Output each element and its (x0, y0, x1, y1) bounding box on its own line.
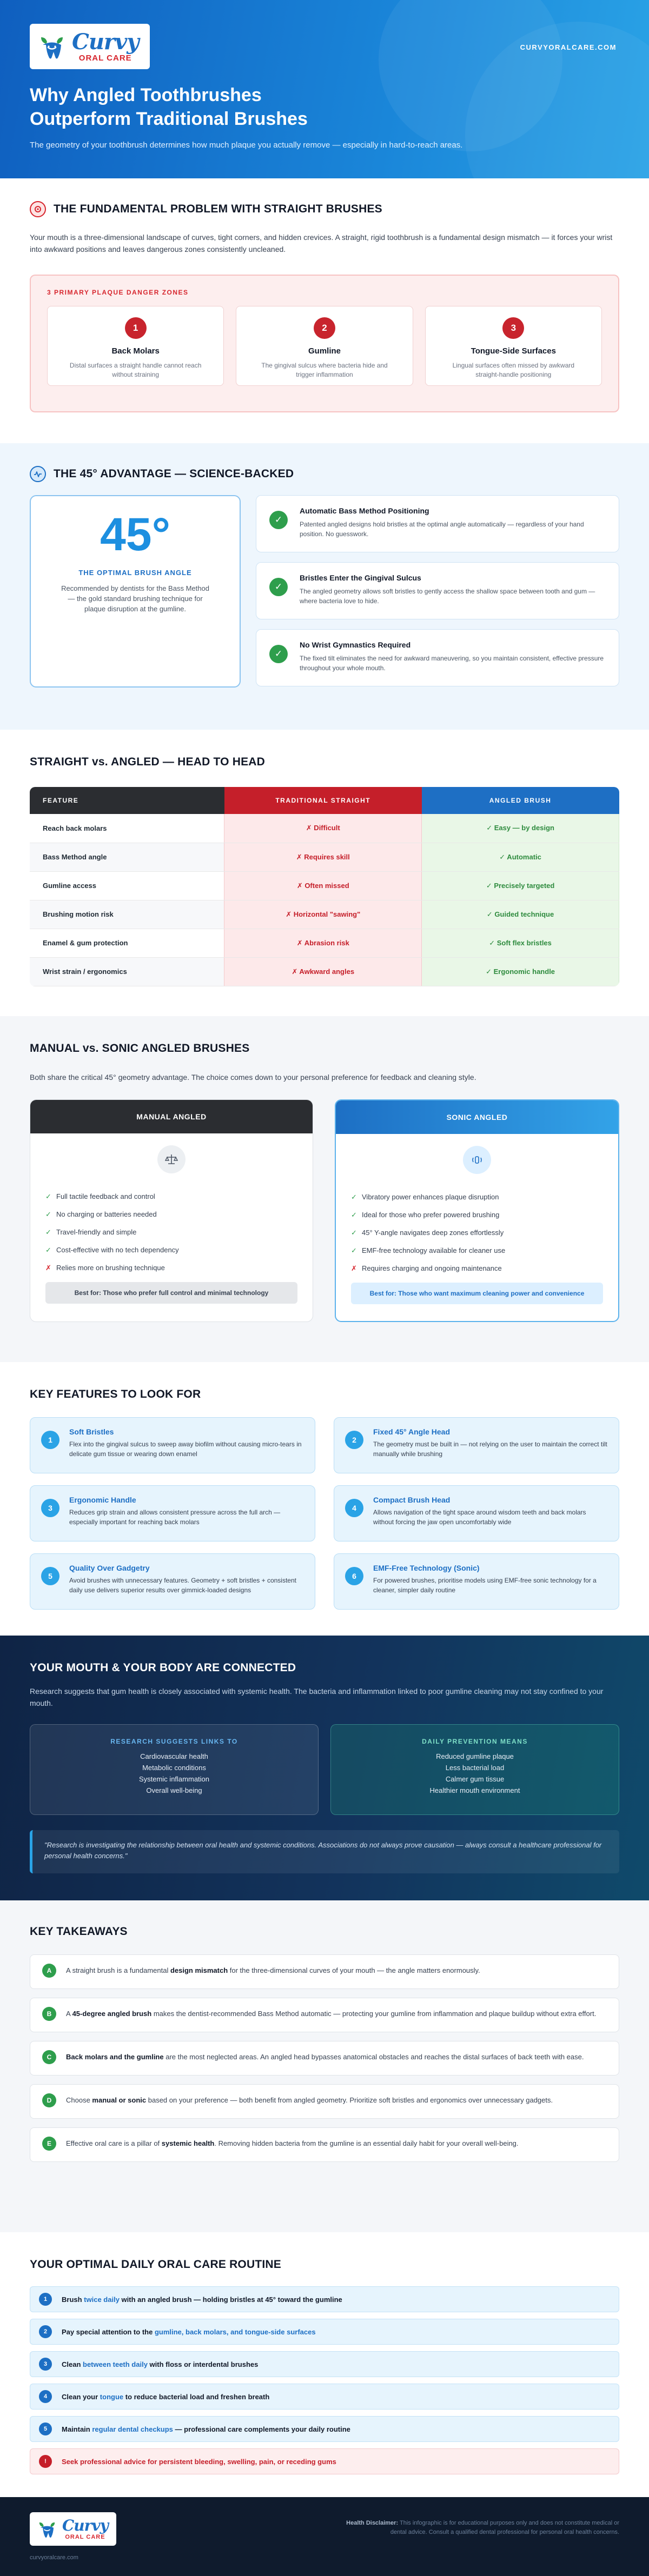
angled-cell: ✓ Automatic (422, 843, 619, 871)
list-item-text: EMF-free technology available for cleaner use (362, 1246, 506, 1254)
takeaway-letter-badge: B (42, 2007, 56, 2021)
feature-card (334, 1417, 619, 1473)
advantage-item (256, 629, 619, 686)
list-item-text: Relies more on brushing technique (56, 1264, 165, 1272)
checkmark-icon: ✓ (269, 578, 288, 596)
zone-number-badge: 3 (502, 317, 524, 339)
table-row (30, 900, 619, 929)
takeaway-text-end: . Removing hidden bacteria from the gumline is an essential daily habit for your overall well-being. (214, 2139, 519, 2147)
angled-cell: ✓ Easy — by design (422, 814, 619, 843)
footer-logo-wordmark: Curvy (62, 2516, 108, 2534)
table-row (30, 843, 619, 871)
balance-scale-icon (157, 1145, 186, 1173)
routine-title: YOUR OPTIMAL DAILY ORAL CARE ROUTINE (30, 2258, 281, 2271)
manual-sonic-title: MANUAL vs. SONIC ANGLED BRUSHES (30, 1042, 250, 1055)
advantage-item-title: No Wrist Gymnastics Required (300, 640, 411, 649)
feature-number-badge: 6 (345, 1567, 363, 1585)
feature-description: Reduces grip strain and allows consistent pressure across the full arch — especially important for reaching back molars (69, 1509, 281, 1526)
list-item (351, 1206, 618, 1224)
feature-number-badge: 2 (345, 1431, 363, 1449)
feature-title: Soft Bristles (69, 1427, 114, 1436)
feature-number-badge: 1 (41, 1431, 59, 1449)
takeaways-list (30, 1954, 619, 2162)
routine-text-end: with floss or interdental brushes (147, 2360, 259, 2368)
body-connection-section (0, 1636, 649, 1900)
takeaway-emphasis: Back molars and the gumline (66, 2053, 164, 2061)
problem-section (0, 178, 649, 443)
feature-column-header: FEATURE (30, 787, 224, 814)
straight-cell: ✗ Often missed (224, 871, 422, 900)
takeaway-text-start: A straight brush is a fundamental (66, 1966, 170, 1974)
takeaway-letter-badge: E (42, 2137, 56, 2151)
routine-step-number: 1 (39, 2293, 52, 2306)
features-section (0, 1362, 649, 1636)
research-links-panel (30, 1724, 319, 1815)
logo-subtitle: ORAL CARE (78, 53, 132, 63)
advantage-item-desc: The angled geometry allows soft bristles to gently access the shallow space between tooth and gum — where bacteria love to hide. (300, 588, 595, 605)
advantage-item-title: Automatic Bass Method Positioning (300, 506, 429, 515)
prevention-item: Less bacterial load (445, 1764, 505, 1772)
problem-title: THE FUNDAMENTAL PROBLEM WITH STRAIGHT BRUSHES (54, 203, 382, 215)
feature-description: Allows navigation of the tight space around wisdom teeth and back molars without forcing the jaw open uncomfortably wide (373, 1509, 586, 1526)
list-item (351, 1224, 618, 1242)
angle-caption: THE OPTIMAL BRUSH ANGLE (78, 569, 192, 577)
routine-text-start: Pay special attention to the (62, 2327, 155, 2336)
feature-title: Quality Over Gadgetry (69, 1564, 150, 1572)
takeaways-section (0, 1900, 649, 2232)
toothbrush-logo-icon (35, 2517, 59, 2541)
research-quote: "Research is investigating the relationship between oral health and systemic conditions. Associations do not always prove causation — always consult a healthcare professional for personal health concerns." (30, 1830, 619, 1873)
advantage-list (256, 495, 619, 688)
routine-text-end: — professional care complements your daily routine (173, 2425, 350, 2433)
routine-text-end: to reduce bacterial load and freshen breath (123, 2392, 270, 2401)
advantage-item (256, 495, 619, 552)
takeaway-letter-badge: A (42, 1964, 56, 1978)
features-title: KEY FEATURES TO LOOK FOR (30, 1388, 201, 1400)
takeaway-text (66, 1965, 480, 1976)
routine-text-start: Seek professional advice for persistent bleeding, swelling, pain, or receding gums (62, 2457, 336, 2466)
list-item-text: Ideal for those who prefer powered brushing (362, 1211, 500, 1219)
takeaway-text-start: Choose (66, 2096, 92, 2104)
takeaway-item (30, 1954, 619, 1989)
body-title: YOUR MOUTH & YOUR BODY ARE CONNECTED (30, 1661, 296, 1674)
sonic-card (335, 1099, 619, 1322)
feature-number-badge: 3 (41, 1499, 59, 1517)
takeaways-title: KEY TAKEAWAYS (30, 1925, 128, 1938)
angled-cell: ✓ Soft flex bristles (422, 929, 619, 957)
routine-highlight: regular dental checkups (92, 2425, 173, 2433)
routine-step (30, 2416, 619, 2442)
warning-icon (30, 201, 46, 217)
prevention-item: Calmer gum tissue (445, 1775, 505, 1783)
hero-banner (0, 0, 649, 178)
table-row (30, 957, 619, 986)
takeaway-emphasis: systemic health (161, 2139, 215, 2147)
angle-value: 45° (100, 509, 171, 560)
manual-card (30, 1099, 313, 1322)
zone-title: Back Molars (111, 346, 160, 356)
feature-cell: Wrist strain / ergonomics (30, 957, 224, 986)
routine-text-end: with an angled brush — holding bristles at 45° toward the gumline (119, 2295, 342, 2304)
zone-title: Tongue-Side Surfaces (471, 346, 556, 356)
feature-number-badge: 5 (41, 1567, 59, 1585)
feature-title: EMF-Free Technology (Sonic) (373, 1564, 480, 1572)
toothbrush-logo-icon (35, 30, 69, 63)
feature-card (30, 1553, 315, 1610)
routine-step-text (62, 2295, 342, 2304)
prevention-header: DAILY PREVENTION MEANS (422, 1738, 528, 1745)
takeaway-item (30, 1998, 619, 2032)
routine-list (30, 2286, 619, 2474)
page-footer (0, 2497, 649, 2576)
straight-cell: ✗ Abrasion risk (224, 929, 422, 957)
table-header-row (30, 787, 619, 814)
advantage-item-title: Bristles Enter the Gingival Sulcus (300, 573, 421, 582)
takeaway-item (30, 2127, 619, 2162)
footer-url-link[interactable]: curvyoralcare.com (30, 2554, 78, 2561)
sonic-best-for: Best for: Those who want maximum cleaning power and convenience (351, 1283, 603, 1304)
takeaway-text-end: are the most neglected areas. An angled head bypasses anatomical obstacles and reaches the distal surfaces of back teeth with ease. (163, 2053, 584, 2061)
routine-step (30, 2319, 619, 2345)
routine-text-start: Brush (62, 2295, 84, 2304)
check-icon: ✓ (45, 1192, 51, 1200)
comparison-title: STRAIGHT vs. ANGLED — HEAD TO HEAD (30, 756, 266, 768)
list-item (351, 1188, 618, 1206)
disclaimer-label: Health Disclaimer: (346, 2520, 399, 2526)
takeaway-item (30, 2084, 619, 2119)
feature-card (334, 1485, 619, 1541)
research-links-header: RESEARCH SUGGESTS LINKS TO (110, 1738, 238, 1745)
routine-text-start: Clean (62, 2360, 83, 2368)
routine-text-start: Clean your (62, 2392, 100, 2401)
danger-zone-card (47, 306, 224, 386)
title-line-2: Outperform Traditional Brushes (30, 109, 308, 129)
manual-sonic-intro: Both share the critical 45° geometry advantage. The choice comes down to your personal preference for feedback and cleaning style. (30, 1073, 476, 1082)
takeaway-text-end: for the three-dimensional curves of your mouth — the angle matters enormously. (228, 1966, 480, 1974)
zone-description: Lingual surfaces often missed by awkward straight-handle positioning (452, 362, 575, 378)
takeaway-emphasis: manual or sonic (92, 2096, 147, 2104)
feature-description: Avoid brushes with unnecessary features. Geometry + soft bristles + consistent daily use delivers superior results over gimmick-loaded designs (69, 1577, 296, 1594)
takeaway-text-start: Effective oral care is a pillar of (66, 2139, 162, 2147)
feature-cell: Gumline access (30, 871, 224, 900)
routine-step-number: ! (39, 2455, 52, 2468)
takeaway-emphasis: design mismatch (170, 1966, 228, 1974)
advantage-item-desc: The fixed tilt eliminates the need for awkward maneuvering, so you maintain consistent, effective pressure throughout your whole mouth. (300, 655, 604, 672)
sonic-card-header: SONIC ANGLED (336, 1100, 618, 1134)
advantage-heading (30, 466, 619, 482)
prevention-panel (330, 1724, 619, 1815)
site-url-link[interactable]: CURVYORALCARE.COM (520, 43, 617, 51)
takeaway-text (66, 2052, 584, 2063)
routine-step-number: 4 (39, 2390, 52, 2403)
feature-cell: Reach back molars (30, 814, 224, 843)
table-row (30, 814, 619, 843)
logo-wordmark: Curvy (72, 29, 139, 55)
list-item (45, 1223, 313, 1241)
table-row (30, 929, 619, 957)
research-link-item: Cardiovascular health (140, 1752, 208, 1760)
takeaway-text (66, 2008, 596, 2019)
checkmark-icon: ✓ (269, 511, 288, 529)
feature-card (30, 1417, 315, 1473)
danger-zone-card (236, 306, 413, 386)
prevention-item: Healthier mouth environment (429, 1786, 520, 1794)
check-icon: ✓ (351, 1229, 357, 1237)
checkmark-icon: ✓ (269, 645, 288, 663)
sound-waves-icon (463, 1146, 491, 1174)
angled-cell: ✓ Ergonomic handle (422, 957, 619, 986)
danger-zones-panel (30, 275, 619, 412)
brand-logo[interactable] (30, 24, 150, 69)
routine-step-number: 2 (39, 2325, 52, 2338)
prevention-item: Reduced gumline plaque (436, 1752, 514, 1760)
research-link-item: Systemic inflammation (138, 1775, 210, 1783)
straight-cell: ✗ Awkward angles (224, 957, 422, 986)
check-icon: ✓ (45, 1210, 51, 1218)
feature-description: The geometry must be built in — not relying on the user to maintain the correct tilt manually while brushing (373, 1440, 607, 1458)
list-item (351, 1259, 618, 1277)
body-intro: Research suggests that gum health is closely associated with systemic health. The bacteria and inflammation linked to poor gumline cleaning may not stay confined to your mouth. (30, 1687, 604, 1707)
takeaway-letter-badge: C (42, 2050, 56, 2064)
manual-features-list (45, 1187, 313, 1277)
list-item-text: Vibratory power enhances plaque disruption (362, 1193, 499, 1201)
advantage-section (0, 443, 649, 730)
zone-description: Distal surfaces a straight handle cannot reach without straining (69, 362, 202, 378)
takeaway-text-end: based on your preference — both benefit from angled geometry. Prioritize soft bristles and ergonomics over unnecessary gadgets. (146, 2096, 553, 2104)
cross-icon: ✗ (351, 1264, 357, 1272)
feature-title: Compact Brush Head (373, 1496, 451, 1504)
feature-cell: Bass Method angle (30, 843, 224, 871)
cross-icon: ✗ (45, 1264, 51, 1272)
zone-number-badge: 2 (314, 317, 335, 339)
angled-cell: ✓ Guided technique (422, 900, 619, 929)
research-link-item: Metabolic conditions (142, 1764, 206, 1772)
list-item-text: No charging or batteries needed (56, 1210, 157, 1218)
problem-body: Your mouth is a three-dimensional landscape of curves, tight corners, and hidden crevices. A straight, rigid toothbrush is a fundamental design mismatch — it forces your wrist into awkward positions and leaves dangerous zones consistently uncleaned. (30, 233, 613, 253)
routine-step-text (62, 2458, 336, 2466)
feature-number-badge: 4 (345, 1499, 363, 1517)
manual-card-header: MANUAL ANGLED (30, 1100, 313, 1133)
danger-zone-card (425, 306, 602, 386)
angled-column-header: ANGLED BRUSH (422, 787, 619, 814)
advantage-item (256, 562, 619, 619)
footer-logo[interactable] (30, 2512, 116, 2546)
list-item (45, 1187, 313, 1205)
title-line-1: Why Angled Toothbrushes (30, 85, 262, 105)
list-item-text: Full tactile feedback and control (56, 1192, 155, 1200)
features-grid (30, 1417, 619, 1610)
table-row (30, 871, 619, 900)
routine-step (30, 2351, 619, 2377)
zone-description: The gingival sulcus where bacteria hide and trigger inflammation (261, 362, 388, 378)
feature-cell: Enamel & gum protection (30, 929, 224, 957)
straight-cell: ✗ Requires skill (224, 843, 422, 871)
danger-zones-list (47, 306, 602, 386)
routine-step (30, 2286, 619, 2312)
routine-highlight: twice daily (84, 2295, 120, 2304)
angle-description: Recommended by dentists for the Bass Method — the gold standard brushing technique for plaque disruption at the gumline. (61, 584, 209, 613)
list-item-text: Cost-effective with no tech dependency (56, 1246, 179, 1254)
manual-best-for: Best for: Those who prefer full control and minimal technology (45, 1282, 297, 1304)
takeaway-text (66, 2095, 553, 2106)
feature-description: For powered brushes, prioritise models using EMF-free sonic technology for a cleaner, simpler daily routine (373, 1577, 597, 1594)
routine-step-text (62, 2393, 269, 2401)
straight-column-header: TRADITIONAL STRAIGHT (224, 787, 422, 814)
list-item-text: Travel-friendly and simple (56, 1228, 137, 1236)
feature-cell: Brushing motion risk (30, 900, 224, 929)
routine-warning-step (30, 2448, 619, 2474)
feature-title: Ergonomic Handle (69, 1496, 136, 1504)
list-item (45, 1241, 313, 1259)
routine-highlight: between teeth daily (83, 2360, 148, 2368)
straight-cell: ✗ Horizontal "sawing" (224, 900, 422, 929)
problem-heading (30, 201, 619, 217)
comparison-section (0, 730, 649, 1016)
routine-step-number: 5 (39, 2422, 52, 2435)
routine-section (0, 2232, 649, 2497)
feature-title: Fixed 45° Angle Head (373, 1427, 451, 1436)
page-subtitle: The geometry of your toothbrush determines how much plaque you actually remove — especially in hard-to-reach areas. (30, 141, 463, 150)
page-title (30, 83, 462, 131)
disclaimer-text: This infographic is for educational purposes only and does not constitute medical or dental advice. Consult a qualified dental professional for personal oral health concerns. (390, 2520, 619, 2535)
routine-step-text (62, 2360, 258, 2368)
check-icon: ✓ (351, 1246, 357, 1254)
straight-cell: ✗ Difficult (224, 814, 422, 843)
angled-cell: ✓ Precisely targeted (422, 871, 619, 900)
list-item (351, 1242, 618, 1259)
zone-number-badge: 1 (125, 317, 147, 339)
check-icon: ✓ (45, 1228, 51, 1236)
takeaway-text-start: A (66, 2010, 72, 2018)
routine-step-text (62, 2328, 316, 2336)
check-icon: ✓ (351, 1211, 357, 1219)
takeaway-letter-badge: D (42, 2093, 56, 2107)
routine-highlight: tongue (100, 2392, 124, 2401)
pulse-icon (30, 466, 46, 482)
takeaway-text (66, 2138, 519, 2149)
comparison-table (30, 787, 619, 986)
list-item-text: Requires charging and ongoing maintenance (362, 1264, 502, 1272)
research-link-item: Overall well-being (146, 1786, 202, 1794)
list-item (45, 1205, 313, 1223)
danger-zones-label: 3 PRIMARY PLAQUE DANGER ZONES (47, 289, 189, 296)
list-item-text: 45° Y-angle navigates deep zones effortlessly (362, 1229, 504, 1237)
advantage-item-desc: Patented angled designs hold bristles at the optimal angle automatically — regardless of your hand position. No guesswork. (300, 520, 584, 538)
check-icon: ✓ (45, 1246, 51, 1254)
footer-logo-subtitle: ORAL CARE (65, 2533, 105, 2540)
routine-highlight: gumline, back molars, and tongue-side surfaces (154, 2327, 316, 2336)
feature-card (30, 1485, 315, 1541)
manual-vs-sonic-section (0, 1016, 649, 1362)
takeaway-emphasis: 45-degree angled brush (72, 2010, 152, 2018)
zone-title: Gumline (308, 346, 341, 356)
feature-description: Flex into the gingival sulcus to sweep away biofilm without causing micro-tears in delicate gum tissue or wearing down enamel (69, 1440, 302, 1458)
routine-text-start: Maintain (62, 2425, 92, 2433)
sonic-features-list (351, 1188, 618, 1277)
health-disclaimer (338, 2519, 619, 2537)
check-icon: ✓ (351, 1193, 357, 1201)
routine-step-text (62, 2425, 350, 2433)
routine-step (30, 2384, 619, 2410)
takeaway-text-end: makes the dentist-recommended Bass Method automatic — protecting your gumline from inflammation and plaque buildup without extra effort. (151, 2010, 597, 2018)
optimal-angle-card (30, 495, 241, 688)
advantage-title: THE 45° ADVANTAGE — SCIENCE-BACKED (54, 468, 294, 480)
routine-step-number: 3 (39, 2358, 52, 2371)
list-item (45, 1259, 313, 1277)
feature-card (334, 1553, 619, 1610)
takeaway-item (30, 2041, 619, 2076)
